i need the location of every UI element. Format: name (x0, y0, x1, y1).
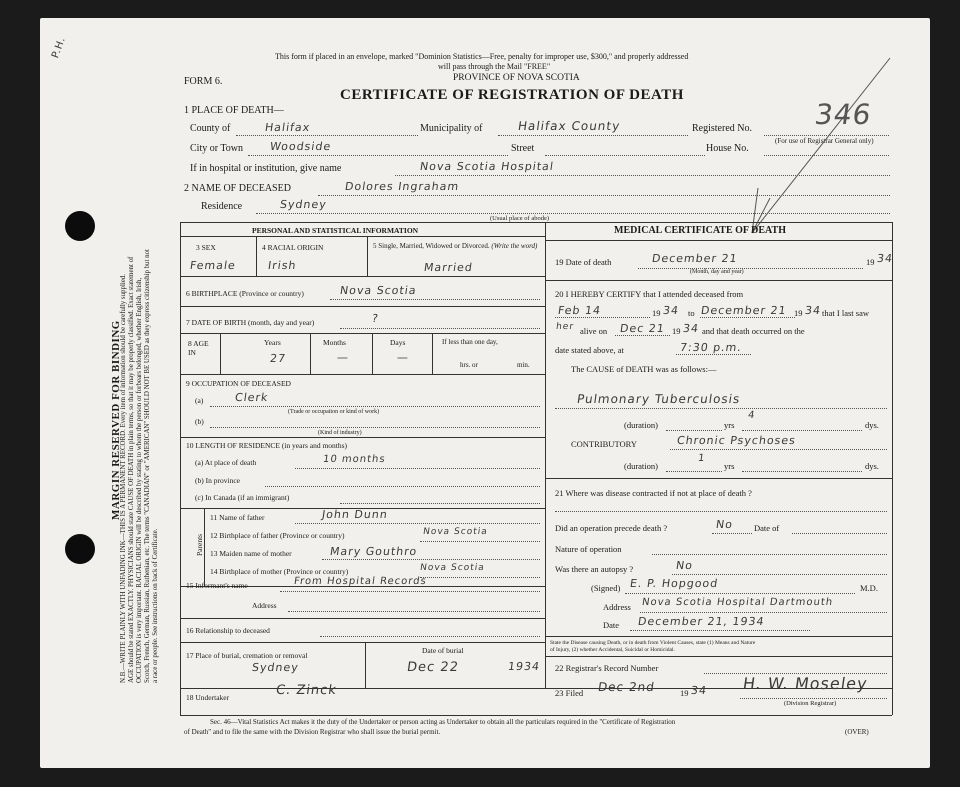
age-days-value: — (396, 351, 410, 364)
personal-info-heading: PERSONAL AND STATISTICAL INFORMATION (252, 226, 419, 235)
racial-origin-value: Irish (267, 259, 298, 272)
death-occurred-label: and that death occurred on the (702, 326, 805, 336)
place-of-death-heading: 1 PLACE OF DEATH— (184, 105, 284, 116)
operation-label: Did an operation precede death ? (555, 523, 668, 533)
margin-instruction-3: OCCUPATION is very important. RACIAL ORIGIN will be described by stating to whom the person or forbears belonged, whether English, Irish, (136, 277, 143, 683)
check-mark-icon (740, 48, 900, 238)
violent-causes-note-1: State the Disease causing Death, or in death from Violent Causes, state (1) Means and Nature (550, 640, 756, 646)
attended-from-value: Feb 14 (557, 304, 602, 317)
death-time-value: 7:30 p.m. (679, 341, 743, 354)
burial-place-label: 17 Place of burial, cremation or removal (186, 651, 308, 660)
attended-to-value: December 21 (700, 304, 788, 317)
footer-note: Sec. 46—Vital Statistics Act makes it the duty of the Undertaker or person acting as Undertaker to obtain all the particulars required in the "Certificate of Registration (210, 718, 676, 726)
death-certificate (40, 18, 930, 768)
binding-margin-label: MARGIN RESERVED FOR BINDING (110, 320, 122, 520)
margin-instruction-4: Scotch, French, German, Russian, Ruthenian, etc. The terms "CANADIAN" or "AMERICAN" SHOULD NOT BE USED as they express citizenship but not (144, 249, 151, 683)
last-saw-label: that I last saw (822, 308, 869, 318)
hrs-label: hrs. or (460, 361, 478, 369)
cause-duration-value: 4 (747, 410, 757, 421)
date-stated-label: date stated above, at (555, 345, 624, 355)
signature-date-label: Date (603, 620, 620, 630)
burial-date-value: Dec 22 (405, 660, 460, 675)
months-label: Months (323, 338, 346, 347)
violent-causes-note-2: of Injury, (2) whether Accidental, Suicidal or Homicidal. (550, 647, 675, 653)
death-year-prefix: 19 (866, 257, 875, 267)
informant-label: 15 Informant's name (186, 581, 248, 590)
registrar-only-note: (For use of Registrar General only) (775, 137, 874, 145)
physician-signature: E. P. Hopgood (629, 577, 720, 590)
binding-hole-top (65, 211, 95, 241)
municipality-label: Municipality of (420, 123, 483, 134)
registrar-signature: H. W. Moseley (741, 674, 869, 693)
age-label: 8 AGE IN (188, 339, 209, 357)
autopsy-label: Was there an autopsy ? (555, 564, 634, 574)
occupation-a-note: (Trade or occupation or kind of work) (288, 409, 380, 415)
operation-value: No (715, 518, 734, 531)
occupation-b-note: (Kind of industry) (318, 430, 362, 436)
parents-label: Parents (195, 533, 204, 556)
division-registrar-note: (Division Registrar) (784, 700, 837, 707)
marital-value: Married (423, 261, 474, 274)
res-province-label: (b) In province (195, 476, 240, 485)
cause-value: Pulmonary Tuberculosis (576, 392, 742, 406)
burial-place-value: Sydney (251, 661, 300, 674)
death-date-note: (Month, day and year) (690, 269, 744, 275)
deceased-name-label: 2 NAME OF DECEASED (184, 183, 291, 194)
md-label: M.D. (860, 583, 878, 593)
residence-length-heading: 10 LENGTH OF RESIDENCE (in years and months) (186, 441, 348, 450)
father-birthplace-value: Nova Scotia (422, 527, 489, 537)
informant-address-label: Address (252, 601, 277, 610)
margin-instruction-2: AGE should be stated EXACTLY. PHYSICIANS should state CAUSE OF DEATH in plain terms, so that it may be properly classified. Exact statement of (128, 256, 135, 683)
signature-date-value: December 21, 1934 (637, 615, 766, 628)
hospital-value: Nova Scotia Hospital (419, 160, 555, 173)
margin-instruction-1: N.B.—WRITE PLAINLY WITH UNFADING INK—THIS IS A PERMANENT RECORD. Every item of information should be carefully supplied. (120, 273, 127, 683)
over-label: (OVER) (845, 728, 869, 736)
filed-label: 23 Filed (555, 688, 584, 698)
from-year-prefix: 19 (652, 308, 661, 318)
age-months-value: — (336, 351, 350, 364)
municipality-value: Halifax County (517, 119, 622, 133)
res-place-value: 10 months (322, 454, 387, 465)
undertaker-label: 18 Undertaker (186, 693, 230, 702)
nature-label: Nature of operation (555, 544, 622, 554)
residence-label: Residence (201, 201, 243, 212)
residence-value: Sydney (279, 198, 328, 211)
alive-year-prefix: 19 (672, 326, 681, 336)
min-label: min. (517, 361, 530, 369)
deceased-name-value: Dolores Ingraham (344, 180, 461, 193)
death-date-label: 19 Date of death (555, 257, 612, 267)
days-label: Days (390, 338, 406, 347)
father-name-label: 11 Name of father (210, 513, 265, 522)
to-year-prefix: 19 (794, 308, 803, 318)
street-label: Street (511, 143, 535, 154)
sex-label: 3 SEX (196, 243, 216, 252)
dob-label: 7 DATE OF BIRTH (month, day and year) (186, 318, 315, 327)
undertaker-value: C. Zinck (274, 683, 338, 698)
corner-mark: P.H. (50, 35, 69, 60)
cause-dys-label: dys. (865, 420, 879, 430)
county-value: Halifax (264, 121, 312, 134)
death-year-value: 34 (876, 252, 894, 265)
to-label: to (688, 308, 695, 318)
from-year-value: 34 (662, 304, 680, 317)
occupation-b-label: (b) (195, 417, 204, 426)
mother-name-label: 13 Maiden name of mother (210, 549, 292, 558)
filed-value: Dec 2nd (597, 680, 656, 694)
filed-year-prefix: 19 (680, 688, 689, 698)
signed-label: (Signed) (591, 583, 621, 593)
cause-duration-label: (duration) (624, 420, 658, 430)
registered-no-value: 346 (812, 98, 874, 131)
city-label: City or Town (190, 143, 244, 154)
envelope-note-2: will pass through the Mail "FREE" (438, 62, 551, 71)
occupation-value: Clerk (234, 391, 270, 404)
page-title: CERTIFICATE OF REGISTRATION OF DEATH (340, 87, 684, 103)
alive-label: alive on (580, 326, 608, 336)
county-label: County of (190, 123, 231, 134)
sex-value: Female (189, 259, 237, 272)
footer-note-2: of Death" and to file the same with the Division Registrar who shall issue the burial permit. (184, 728, 441, 736)
racial-origin-label: 4 RACIAL ORIGIN (262, 243, 324, 252)
age-years-value: 27 (269, 352, 287, 365)
contrib-dys-label: dys. (865, 461, 879, 471)
dob-value: ? (371, 312, 380, 325)
signature-address-value: Nova Scotia Hospital Dartmouth (641, 597, 834, 608)
years-label: Years (264, 338, 281, 347)
signature-address-label: Address (603, 602, 631, 612)
alive-pronoun: her (555, 322, 575, 332)
cause-label: The CAUSE of DEATH was as follows:— (571, 364, 717, 374)
certify-label: 20 I HEREBY CERTIFY that I attended deceased from (555, 289, 744, 299)
contrib-duration-value: 1 (697, 453, 707, 464)
father-name-value: John Dunn (321, 508, 389, 521)
city-value: Woodside (269, 140, 333, 153)
burial-date-label: Date of burial (422, 646, 464, 655)
cause-yrs-label: yrs (724, 420, 735, 430)
occupation-a-label: (a) (195, 396, 204, 405)
envelope-note: This form if placed in an envelope, marked "Dominion Statistics—Free, penalty for improper use, $300," and properly addressed (275, 52, 689, 61)
filed-year-value: 34 (690, 684, 708, 697)
residence-note: (Usual place of abode) (490, 215, 550, 222)
death-date-value: December 21 (651, 252, 739, 265)
birthplace-label: 6 BIRTHPLACE (Province or country) (186, 289, 304, 298)
contrib-yrs-label: yrs (724, 461, 735, 471)
res-place-label: (a) At place of death (195, 458, 257, 467)
relationship-label: 16 Relationship to deceased (186, 626, 270, 635)
house-no-label: House No. (706, 143, 749, 154)
res-canada-label: (c) In Canada (if an immigrant) (195, 493, 290, 502)
autopsy-value: No (675, 559, 694, 572)
mother-birthplace-label: 14 Birthplace of mother (Province or country) (210, 567, 349, 576)
record-number-label: 22 Registrar's Record Number (555, 663, 659, 673)
margin-instruction-5: a race or people. See instructions on back of Certificate. (152, 528, 159, 683)
mother-birthplace-value: Nova Scotia (419, 563, 486, 573)
registered-no-label: Registered No. (692, 123, 752, 134)
mother-name-value: Mary Gouthro (329, 545, 419, 558)
contracted-label: 21 Where was disease contracted if not at place of death ? (555, 488, 752, 498)
birthplace-value: Nova Scotia (339, 284, 418, 297)
alive-year-value: 34 (682, 322, 700, 335)
hospital-label: If in hospital or institution, give name (190, 163, 342, 174)
contributory-value: Chronic Psychoses (676, 434, 797, 447)
operation-date-label: Date of (754, 523, 780, 533)
informant-value: From Hospital Records (293, 576, 428, 587)
less-than-day-label: If less than one day, (442, 338, 498, 346)
form-number: FORM 6. (184, 76, 223, 87)
father-birthplace-label: 12 Birthplace of father (Province or country) (210, 531, 345, 540)
occupation-label: 9 OCCUPATION OF DECEASED (186, 379, 291, 388)
binding-hole-bottom (65, 534, 95, 564)
province: PROVINCE OF NOVA SCOTIA (453, 73, 580, 83)
contributory-label: CONTRIBUTORY (571, 439, 637, 449)
medical-heading: MEDICAL CERTIFICATE OF DEATH (614, 225, 786, 236)
burial-year-value: 1934 (507, 660, 541, 673)
to-year-value: 34 (804, 304, 822, 317)
marital-label: 5 Single, Married, Widowed or Divorced. (Write the word) (373, 242, 538, 250)
contrib-duration-label: (duration) (624, 461, 658, 471)
alive-date-value: Dec 21 (619, 322, 666, 335)
